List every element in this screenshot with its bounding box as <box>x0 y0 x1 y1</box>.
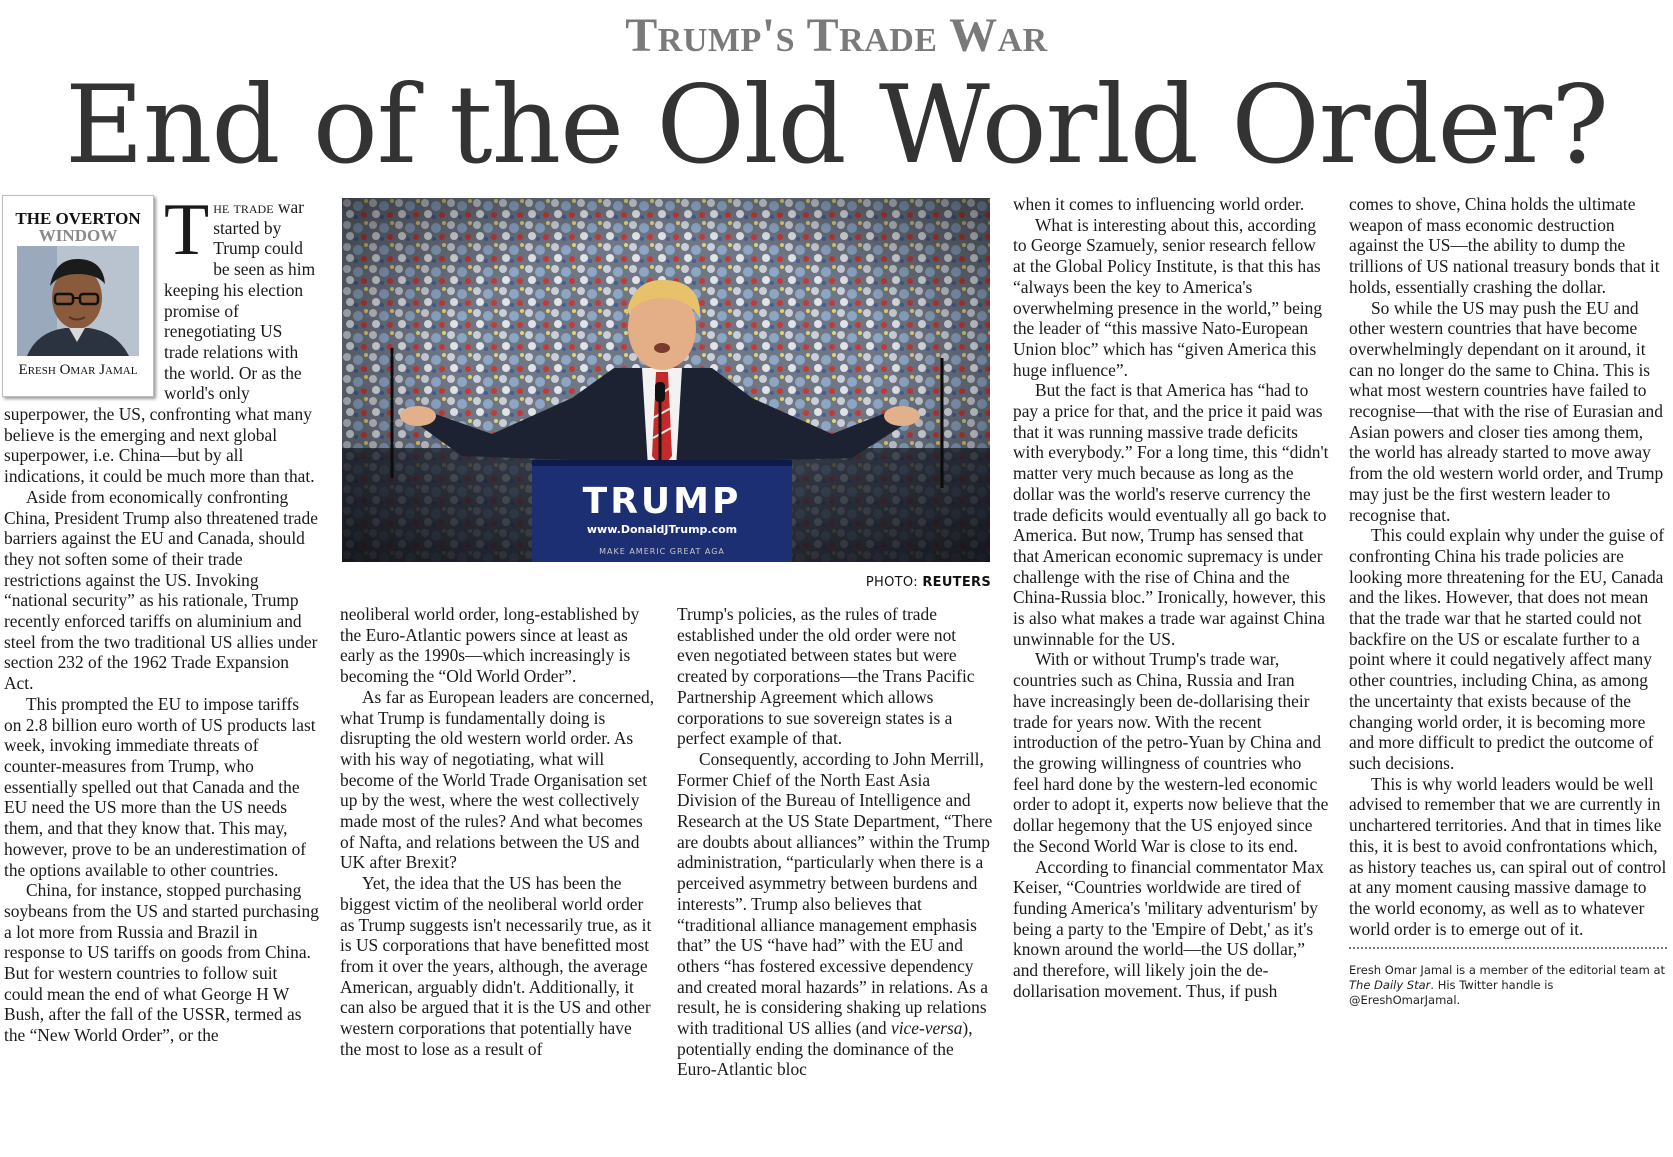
lead-in: he trade <box>213 197 274 217</box>
article-column-3 <box>677 604 993 1080</box>
drop-cap: T <box>164 189 210 271</box>
bio-text-end: . His Twitter handle is @EreshOmarJamal. <box>1349 978 1554 1008</box>
paragraph: when it comes to influencing world order. <box>1013 194 1305 214</box>
author-bio <box>1349 963 1667 1008</box>
photo-credit-source: REUTERS <box>922 575 991 590</box>
article-column-1 <box>4 189 320 1046</box>
paragraph: According to financial commentator Max Keiser, “Countries worldwide are tired of funding America's 'military adventurism' by being a party to the 'Empire of Debt,' as it's known around the world—the US dollar,” and therefore, will likely join the de-dollarisation movement. Thus, if push <box>1013 856 1324 1001</box>
author-photo-icon <box>17 246 139 356</box>
paragraph-text: Consequently, according to John Merrill, Former Chief of the North East Asia Division of the Bureau of Intelligence and Research at the US State Department, “There are doubts about alliances” within the Trump administration, “particularly when there is a perceived asymmetry between burdens and interests”. Trump also believes that “traditional alliance management emphasis that” the US “have had” with the EU and others “has fostered excessive dependency and created moral hazards” in relations. As a result, he is considering shaking up relations with traditional US allies (and <box>677 748 993 1039</box>
bio-text: Eresh Omar Jamal is a member of the editorial team at <box>1349 963 1666 978</box>
podium-url: www.DonaldJTrump.com <box>586 523 738 536</box>
paragraph-text: war started by Trump could be seen as him keeping his election promise of renegotiating US trade relations with the world. Or as the world's only superpower, the US, confronting what many believe is the emerging and next global superpower, i.e. China—but by all indications, it could be much more than that. <box>4 197 316 487</box>
paragraph: neoliberal world order, long-established by the Euro-Atlantic powers since at least as early as the 1990s—which increasingly is becoming the “Old World Order”. <box>340 604 640 687</box>
paragraph: This is why world leaders would be well advised to remember that we are currently in unchartered territories. And that in times like this, it is best to avoid confrontations which, as history teaches us, can spiral out of control at any moment causing massive damage to the world economy, as well as to whatever world order is to emerge out of it. <box>1349 773 1667 939</box>
column-byline-box <box>2 195 154 397</box>
article-column-2 <box>340 604 656 1059</box>
author-name: Eresh Omar Jamal <box>18 362 138 378</box>
article-photo <box>342 198 990 562</box>
paragraph: This could explain why under the guise of confronting China his trade policies are looking more threatening for the EU, Canada and the likes. However, that does not mean that the trade war that he started could not backfire on the US or escalate further to a point where it could negatively affect many other countries, including China, as among the uncertainty that exists because of the changing world order, it is becoming more and more difficult to predict the outcome of such decisions. <box>1349 525 1665 773</box>
divider <box>1349 947 1667 949</box>
author-avatar <box>17 246 139 356</box>
paragraph: So while the US may push the EU and other western countries that have become overwhelmingly dependant on it around, it can no longer do the same to China. This is what most western countries have failed to recognise—that with the rise of Eurasian and Asian powers and closer ties among them, the world has already started to move away from the old western world order, and Trump may just be the first western leader to recognise that. <box>1349 297 1664 525</box>
column-name: THE OVERTON <box>15 209 141 228</box>
paragraph <box>677 749 993 1080</box>
rally-photo-icon <box>342 198 990 562</box>
italic-text: vice-versa <box>890 1018 963 1039</box>
kicker: Trump's Trade War <box>625 9 1048 62</box>
podium-sign: TRUMP <box>582 481 742 522</box>
headline: End of the Old World Order? <box>64 63 1608 188</box>
paragraph: But the fact is that America has “had to pay a price for that, and the price it paid was that it was running massive trade deficits with everybody.” For a long time, this “didn't matter very much because as long as the dollar was the world's reserve currency the trade deficits would eventually all go back to America. But now, Trump has sensed that that American economic supremacy is under challenge with the rise of China and the China-Russia bloc.” Ironically, however, this is also what makes a trade war against China unwinnable for the US. <box>1013 380 1329 649</box>
paragraph: With or without Trump's trade war, countries such as China, Russia and Iran have increasingly been de-dollarising their trade for years now. With the recent introduction of the petro-Yuan by China and the growing willingness of countries who feel hard done by the western-led economic order to adopt it, experts now believe that the dollar hegemony that the US enjoyed since the Second World War is close to its end. <box>1013 649 1329 856</box>
photo-credit-label: PHOTO: <box>865 575 918 590</box>
article-column-5 <box>1349 194 1667 1008</box>
paragraph: This prompted the EU to impose tariffs on 2.8 billion euro worth of US products last week, invoking immediate threats of counter-measures from Trump, who essentially spelled out that Canada and the EU need the US more than the US needs them, and that they know that. This may, however, prove to be an underestimation of the options available to other countries. <box>4 693 316 880</box>
paragraph: China, for instance, stopped purchasing soybeans from the US and started purchasing a lot more from Russia and Brazil in response to US tariffs on goods from China. But for western countries to follow suit could mean the end of what George H W Bush, after the fall of the USSR, termed as the “New World Order”, or the <box>4 880 319 1046</box>
paragraph: Trump's policies, as the rules of trade established under the old order were not even negotiated between states but were created by corporations—the Trans Pacific Partnership Agreement which allows corporations to sue sovereign states is a perfect example of that. <box>677 604 975 749</box>
bio-publication: The Daily Star <box>1349 978 1431 993</box>
paragraph: What is interesting about this, according to George Szamuely, senior research fellow at the Global Policy Institute, is that this has “always been the key to America's overwhelming presence in the world,” being the leader of “this massive Nato-European Union bloc” which has “given America this huge influence”. <box>1013 214 1323 380</box>
column-name-sub: WINDOW <box>38 226 118 245</box>
paragraph: Aside from economically confronting China, President Trump also threatened trade barriers against the EU and Canada, should they not soften some of their trade restrictions against the US. Invoking “national security” as his rationale, Trump recently enforced tariffs on aluminium and steel from the two traditional US allies under section 232 of the 1962 Trade Expansion Act. <box>4 486 318 694</box>
paragraph-text: ), potentially ending the dominance of the Euro-Atlantic bloc <box>677 1018 973 1080</box>
article-column-4 <box>1013 194 1329 1001</box>
paragraph: comes to shove, China holds the ultimate weapon of mass economic destruction against the US—the ability to dump the trillions of US national treasury bonds that it holds, essentially crashing the dollar. <box>1349 194 1660 297</box>
photo-credit <box>700 575 991 590</box>
podium-banner: MAKE AMERIC GREAT AGA <box>599 547 725 556</box>
paragraph: As far as European leaders are concerned, what Trump is fundamentally doing is disrupting the old western world order. As with his way of negotiating, what will become of the World Trade Organisation set up by the west, where the west collectively made most of the rules? And what becomes of Nafta, and relations between the US and UK after Brexit? <box>340 686 655 873</box>
paragraph: Yet, the idea that the US has been the biggest victim of the neoliberal world order as Trump suggests isn't necessarily true, as it is US corporations that have benefitted most from it over the years, although, the average American, arguably didn't. Additionally, it can also be argued that it is the US and other western corporations that potentially have the most to lose as a result of <box>340 873 652 1059</box>
